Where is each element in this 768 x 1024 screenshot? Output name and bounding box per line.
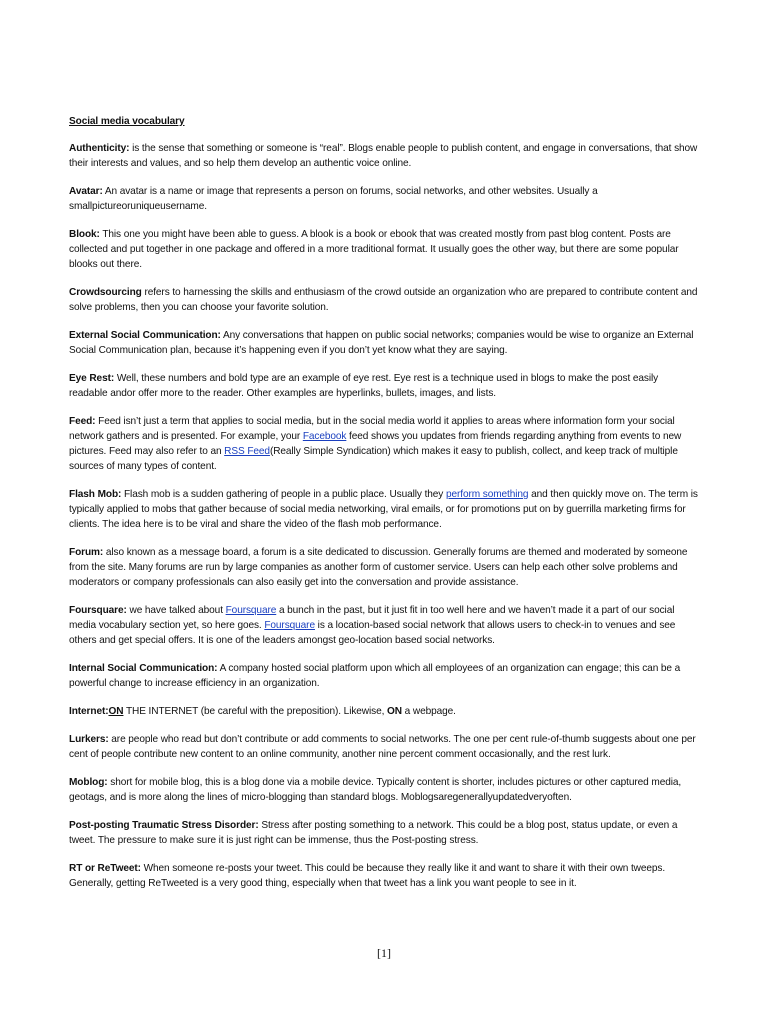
entry-crowdsourcing (69, 285, 699, 315)
definition-foursquare-part-1: we have talked about (126, 605, 226, 616)
definition-internal-social-communication: A company hosted social platform upon which all employees of an organization can engage; this can be a powerful change to increase efficiency in an organization. (69, 663, 681, 689)
definition-flash-mob-part-1: Flash mob is a sudden gathering of people in a public place. Usually they (121, 489, 446, 500)
entry-blook (69, 227, 699, 272)
definition-crowdsourcing: refers to harnessing the skills and enthusiasm of the crowd outside an organization who are prepared to contribute content and solve problems, then you can choose your favorite solution. (69, 287, 698, 313)
definition-feed-part-1: Feed isn’t just a term that applies to social media, but in the social media world it applies to areas where information form your social network gathers and is presented. For example, your (69, 416, 675, 442)
entry-forum (69, 545, 699, 590)
entry-lurkers (69, 732, 699, 762)
definition-retweet: When someone re-posts your tweet. This could be because they really like it and want to share it with their own tweeps. Generally, getting ReTweeted is a very good thing, especially when that tweet has a link you want people to see in it. (69, 863, 666, 889)
definition-internet-part-1: THE INTERNET (be careful with the preposition). Likewise, (123, 706, 387, 717)
facebook-link[interactable]: Facebook (302, 431, 347, 442)
definition-foursquare-part-3: is a location-based social network that allows users to check-in to venues and see others and get special offers. It is one of the leaders amongst geo-location based social networks. (69, 620, 676, 646)
entry-internal-social-communication (69, 661, 699, 691)
definition-authenticity: is the sense that something or someone is “real”. Blogs enable people to publish content, and engage in conversations, that show their interests and values, and so help them develop an authentic voice online. (69, 143, 698, 169)
definition-post-posting-traumatic-stress: Stress after posting something to a network. This could be a blog post, status update, or even a tweet. The pressure to make sure it is just right can be immense, thus the Post-posting stress. (69, 820, 678, 846)
term-retweet: RT or ReTweet: (69, 863, 141, 874)
definition-foursquare-part-2: a bunch in the past, but it just fit in too well here and we haven’t made it a part of our social media vocabulary section yet, so here goes. (69, 605, 675, 631)
term-flash-mob: Flash Mob: (69, 489, 122, 500)
definition-flash-mob-part-2: and then quickly move on. The term is typically applied to mobs that gather because of social media networking, viral emails, or for promotions put on by guerrilla marketing firms for clients. The idea here is to be viral and share the video of the flash mob performance. (69, 489, 698, 530)
foursquare-link-1[interactable]: Foursquare (225, 605, 277, 616)
document-body (69, 114, 699, 904)
term-feed: Feed: (69, 416, 96, 427)
definition-internet-part-2: a webpage. (401, 706, 456, 717)
definition-blook: This one you might have been able to guess. A blook is a book or ebook that was created mostly from past blog content. Posts are collected and put together in one package and offered in a more traditional format. It usually goes the other way, but there are some popular blooks out there. (69, 229, 679, 270)
term-crowdsourcing: Crowdsourcing (69, 287, 142, 298)
term-internet: Internet: (69, 706, 109, 717)
term-internet-on-2: ON (387, 706, 402, 717)
perform-something-link[interactable]: perform something (445, 489, 529, 500)
definition-lurkers: are people who read but don’t contribute or add comments to social networks. The one per cent rule-of-thumb suggests about one per cent of people contribute new content to an online community, another nine percent comment occasionally, and the rest lurk. (69, 734, 696, 760)
definition-feed-part-3: (Really Simple Syndication) which makes it easy to publish, collect, and keep track of multiple sources of many types of content. (69, 446, 678, 472)
term-internal-social-communication: Internal Social Communication: (69, 663, 218, 674)
rss-feed-link[interactable]: RSS Feed (224, 446, 270, 457)
entry-feed (69, 414, 699, 474)
term-lurkers: Lurkers: (69, 734, 109, 745)
entry-authenticity (69, 141, 699, 171)
foursquare-link-2[interactable]: Foursquare (264, 620, 315, 631)
definition-eye-rest: Well, these numbers and bold type are an example of eye rest. Eye rest is a technique used in blogs to make the post easily readable andor offer more to the reader. Other examples are hyperlinks, bullets, images, and lists. (69, 373, 659, 399)
term-authenticity: Authenticity: (69, 143, 130, 154)
entry-foursquare (69, 603, 699, 648)
definition-feed-part-2: feed shows you updates from friends regarding anything from events to new pictures. Feed may also refer to an (69, 431, 682, 457)
term-internet-on: ON (108, 706, 124, 717)
entry-avatar (69, 184, 699, 214)
definition-forum: also known as a message board, a forum is a site dedicated to discussion. Generally forums are themed and moderated by someone from the site. Many forums are run by large companies as another form of customer service. Users can help each other solve problems and moderators or company professionals can also easily get into the conversation and provide assistance. (69, 547, 688, 588)
definition-moblog: short for mobile blog, this is a blog done via a mobile device. Typically content is shorter, includes pictures or other captured media, geotags, and is more along the lines of micro-blogging than standard blogs. Moblogsaregenerallyupdatedveryoften. (69, 777, 682, 803)
entry-external-social-communication (69, 328, 699, 358)
term-external-social-communication: External Social Communication: (69, 330, 221, 341)
entry-eye-rest (69, 371, 699, 401)
entry-internet (69, 704, 699, 719)
term-blook: Blook: (69, 229, 100, 240)
term-avatar: Avatar: (69, 186, 103, 197)
term-eye-rest: Eye Rest: (69, 373, 115, 384)
term-moblog: Moblog: (69, 777, 108, 788)
entry-post-posting-traumatic-stress (69, 818, 699, 848)
entry-moblog (69, 775, 699, 805)
definition-external-social-communication: Any conversations that happen on public social networks; companies would be wise to organize an External Social Communication plan, because it’s happening even if you don’t yet know what they are saying. (69, 330, 694, 356)
term-post-posting-traumatic-stress: Post-posting Traumatic Stress Disorder: (69, 820, 259, 831)
term-foursquare: Foursquare: (69, 605, 127, 616)
document-title: Social media vocabulary (69, 116, 185, 127)
page-number: [1] (377, 946, 391, 960)
entry-flash-mob (69, 487, 699, 532)
definition-avatar: An avatar is a name or image that represents a person on forums, social networks, and other websites. Usually a smallpictureoruniqueusername. (69, 186, 598, 212)
entry-retweet (69, 861, 699, 891)
term-forum: Forum: (69, 547, 104, 558)
